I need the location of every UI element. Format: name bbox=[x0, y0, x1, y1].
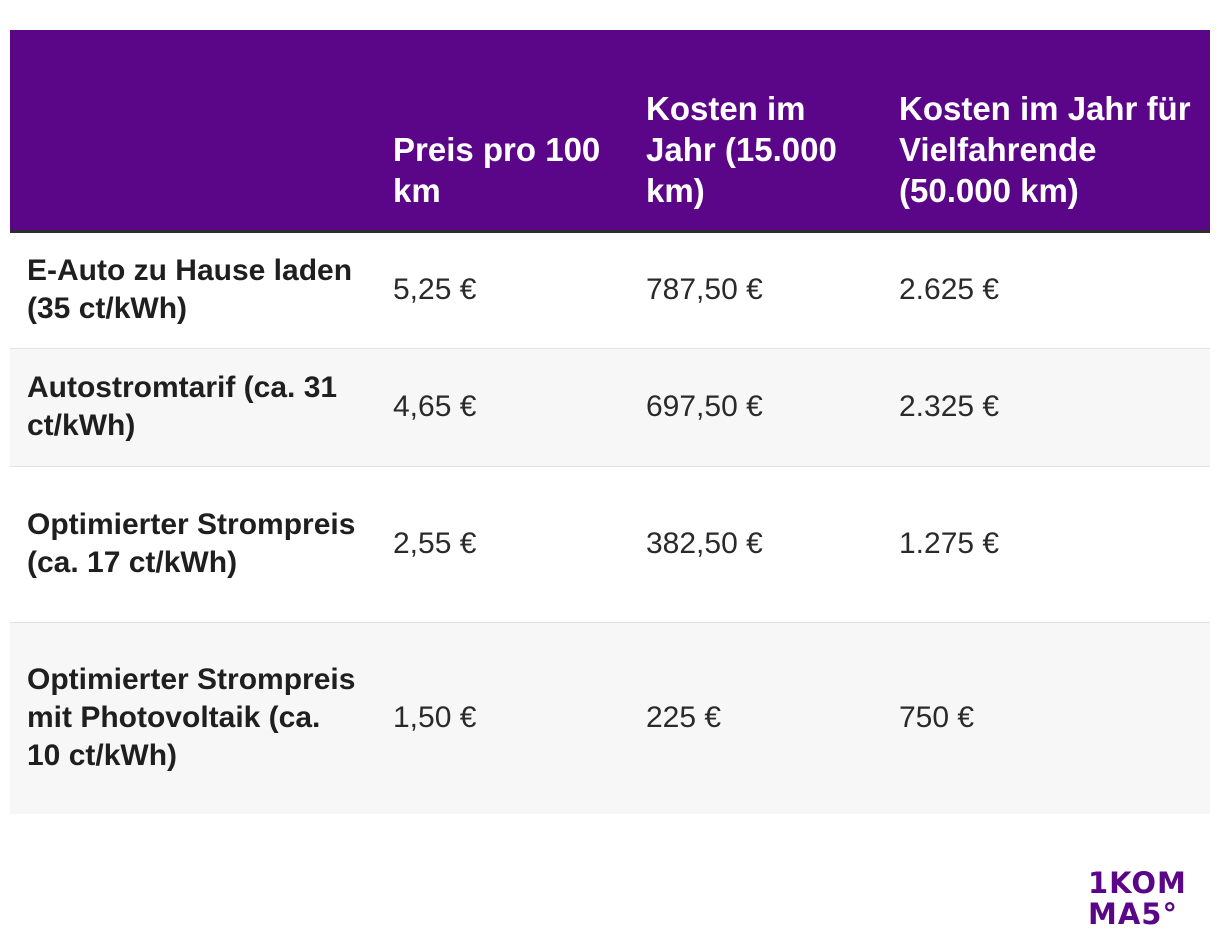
table-row bbox=[10, 466, 1210, 622]
row-label: E-Auto zu Hause laden (35 ct/kWh) bbox=[10, 231, 376, 348]
cost-50000km-cell: 1.275 € bbox=[882, 466, 1210, 622]
price-per-100km-cell: 5,25 € bbox=[376, 231, 629, 348]
header-cost-50000km: Kosten im Jahr für Vielfahrende (50.000 km) bbox=[882, 30, 1210, 231]
table-row bbox=[10, 622, 1210, 814]
price-per-100km-cell: 2,55 € bbox=[376, 466, 629, 622]
brand-logo bbox=[1088, 868, 1208, 930]
cost-50000km-cell: 2.625 € bbox=[882, 231, 1210, 348]
header-empty-cell bbox=[10, 30, 376, 231]
cost-15000km-cell: 382,50 € bbox=[629, 466, 882, 622]
row-label: Optimierter Strompreis (ca. 17 ct/kWh) bbox=[10, 466, 376, 622]
price-per-100km-cell: 4,65 € bbox=[376, 348, 629, 466]
table-row bbox=[10, 348, 1210, 466]
row-label: Autostromtarif (ca. 31 ct/kWh) bbox=[10, 348, 376, 466]
header-row bbox=[10, 30, 1210, 231]
row-label: Optimierter Strompreis mit Photovoltaik (ca. 10 ct/kWh) bbox=[27, 663, 356, 773]
cost-15000km-cell: 225 € bbox=[646, 701, 722, 735]
logo-line-1: 1KOM bbox=[1088, 866, 1187, 900]
cost-15000km-cell: 787,50 € bbox=[629, 231, 882, 348]
table-header bbox=[10, 30, 1210, 231]
cost-50000km-cell: 2.325 € bbox=[882, 348, 1210, 466]
cost-comparison-table bbox=[10, 30, 1210, 814]
price-per-100km-cell: 1,50 € bbox=[393, 701, 477, 735]
logo-line-2: MA5° bbox=[1088, 897, 1178, 931]
header-price-per-100km: Preis pro 100 km bbox=[376, 30, 629, 231]
cost-50000km-cell: 750 € bbox=[899, 701, 975, 735]
header-cost-15000km: Kosten im Jahr (15.000 km) bbox=[629, 30, 882, 231]
table-body bbox=[10, 231, 1210, 814]
cost-15000km-cell: 697,50 € bbox=[629, 348, 882, 466]
table-row bbox=[10, 231, 1210, 348]
cost-comparison-table-container bbox=[10, 30, 1210, 814]
